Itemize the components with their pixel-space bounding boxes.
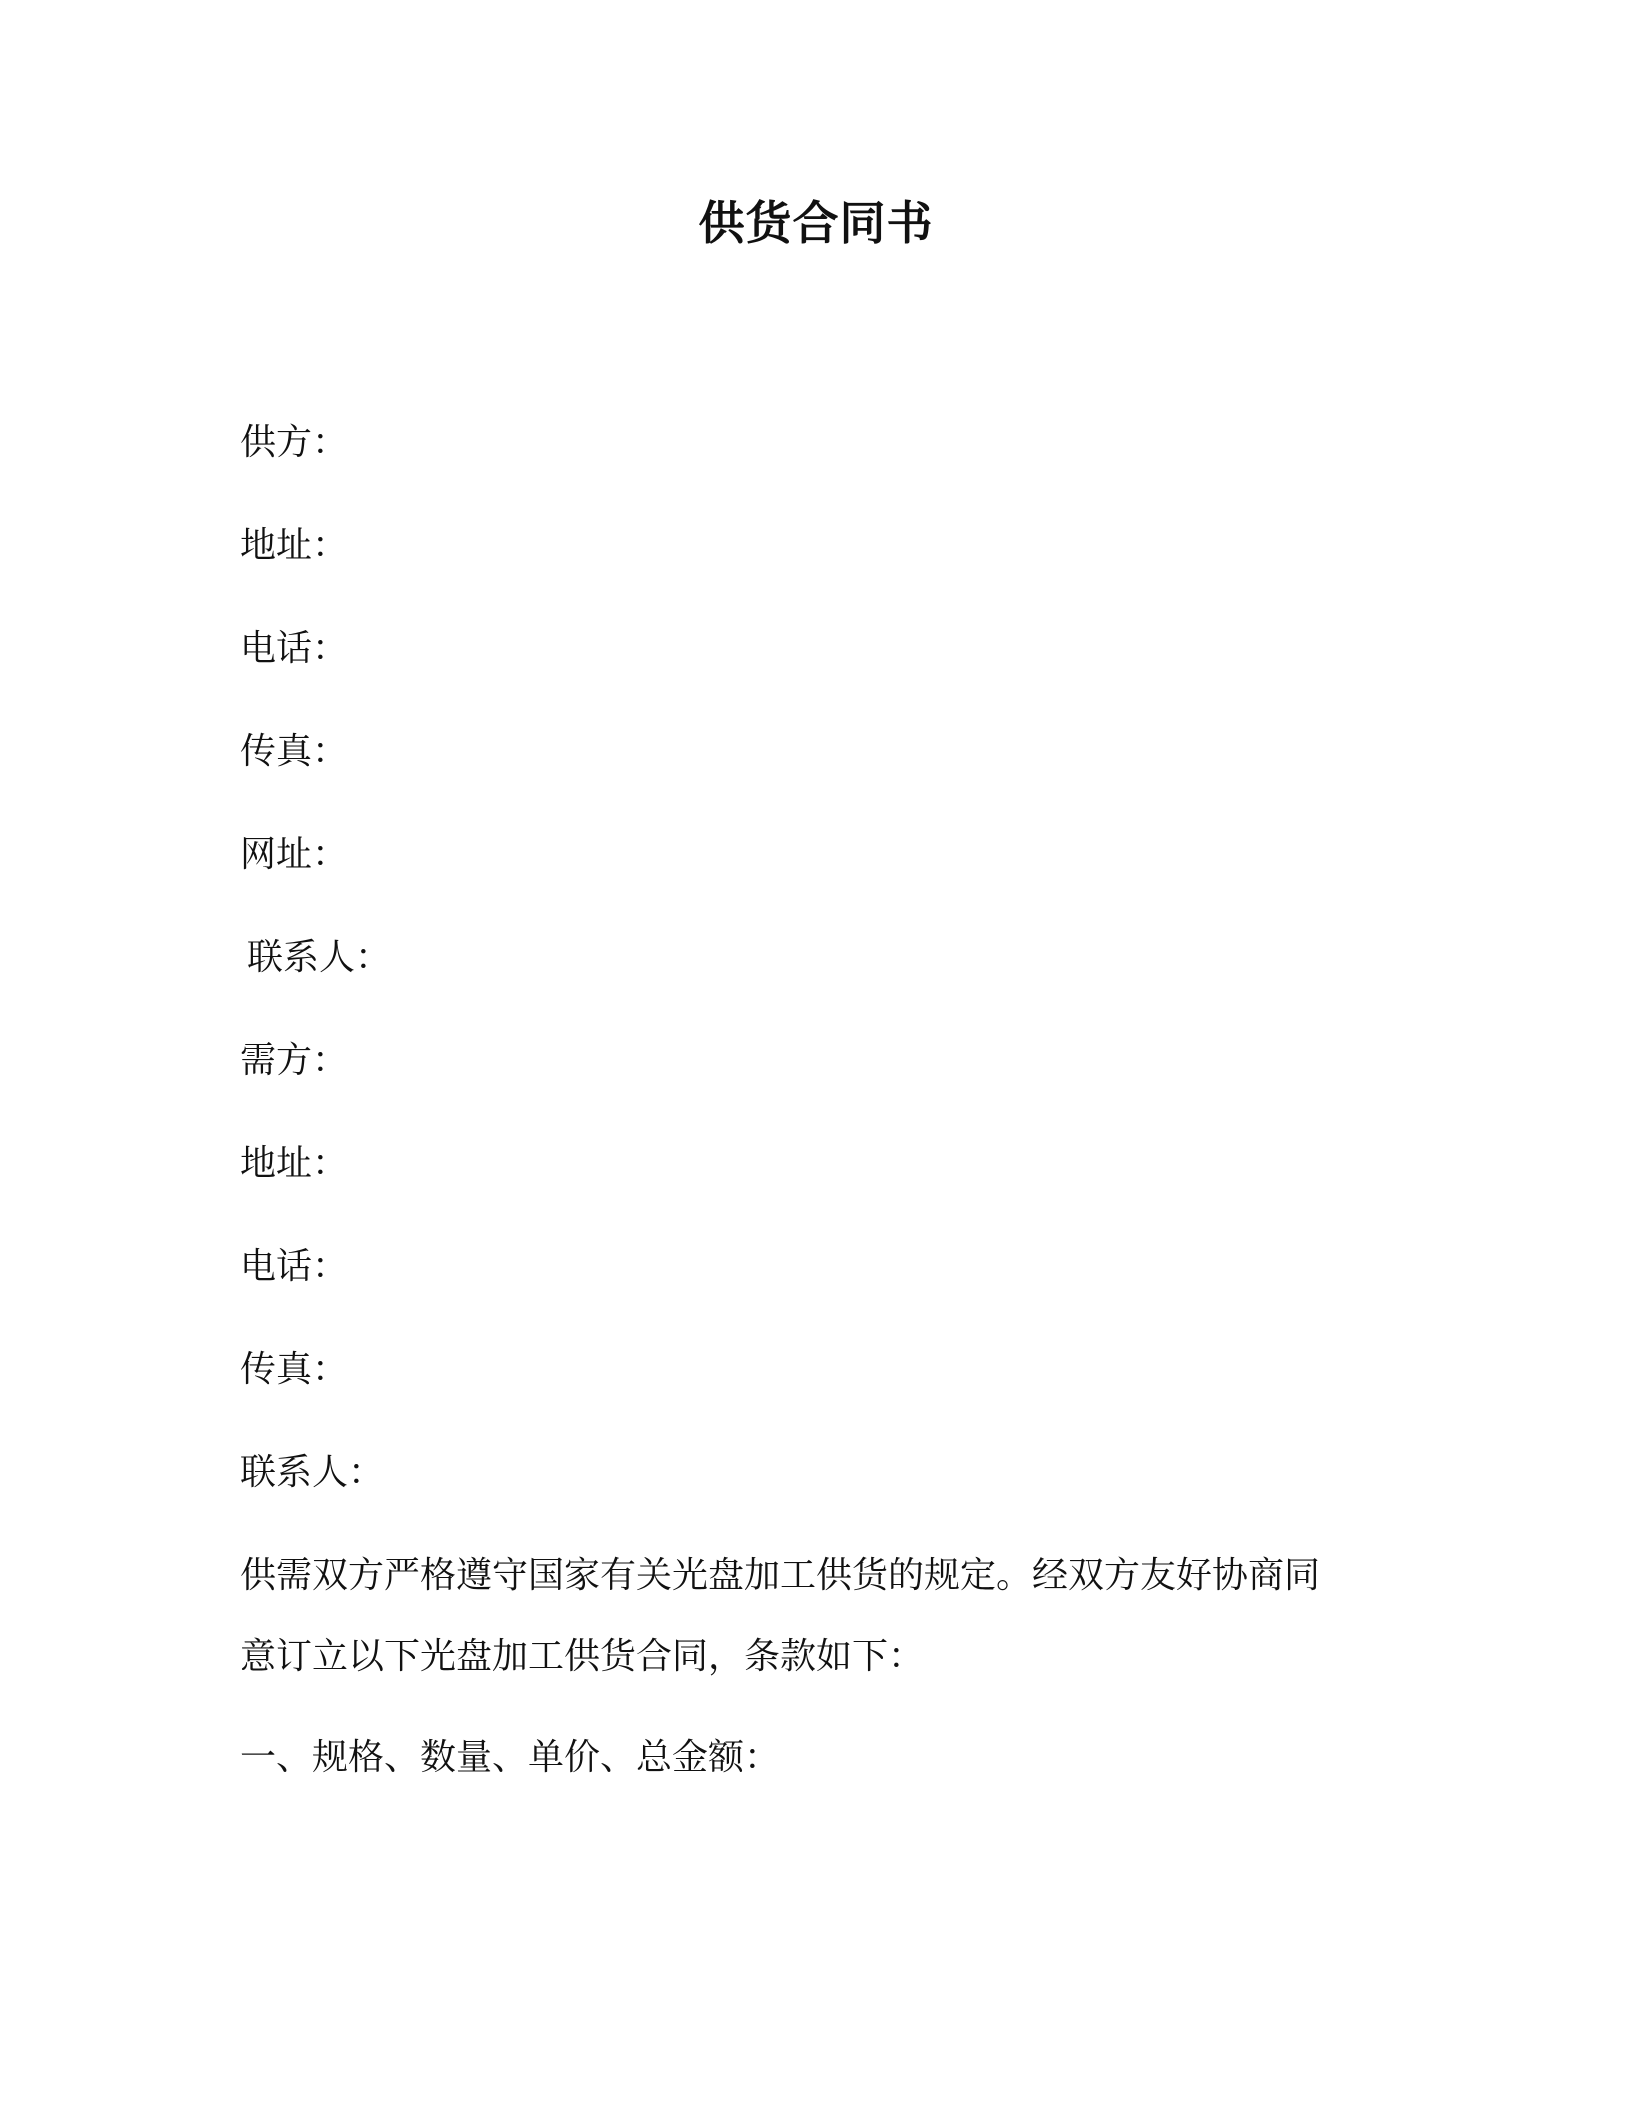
supplier-phone-label: 电话： xyxy=(240,628,349,669)
buyer-party-label: 需方： xyxy=(240,1040,349,1081)
buyer-address-label: 地址： xyxy=(240,1143,349,1184)
supplier-website-label: 网址： xyxy=(240,834,349,875)
supplier-address-label: 地址： xyxy=(240,525,349,566)
supplier-party-label: 供方： xyxy=(240,422,349,463)
intro-paragraph-line-1: 供需双方严格遵守国家有关光盘加工供货的规定。经双方友好协商同 xyxy=(240,1555,1321,1596)
supplier-fax-label: 传真： xyxy=(240,731,349,772)
buyer-phone-label: 电话： xyxy=(240,1246,349,1287)
buyer-fax-label: 传真： xyxy=(240,1349,349,1390)
buyer-contact-label: 联系人： xyxy=(240,1452,385,1493)
intro-paragraph-line-2: 意订立以下光盘加工供货合同，条款如下： xyxy=(240,1636,925,1677)
section-1-heading: 一、规格、数量、单价、总金额： xyxy=(240,1737,781,1778)
supplier-contact-label: 联系人： xyxy=(247,937,392,978)
document-title: 供货合同书 xyxy=(698,196,934,250)
